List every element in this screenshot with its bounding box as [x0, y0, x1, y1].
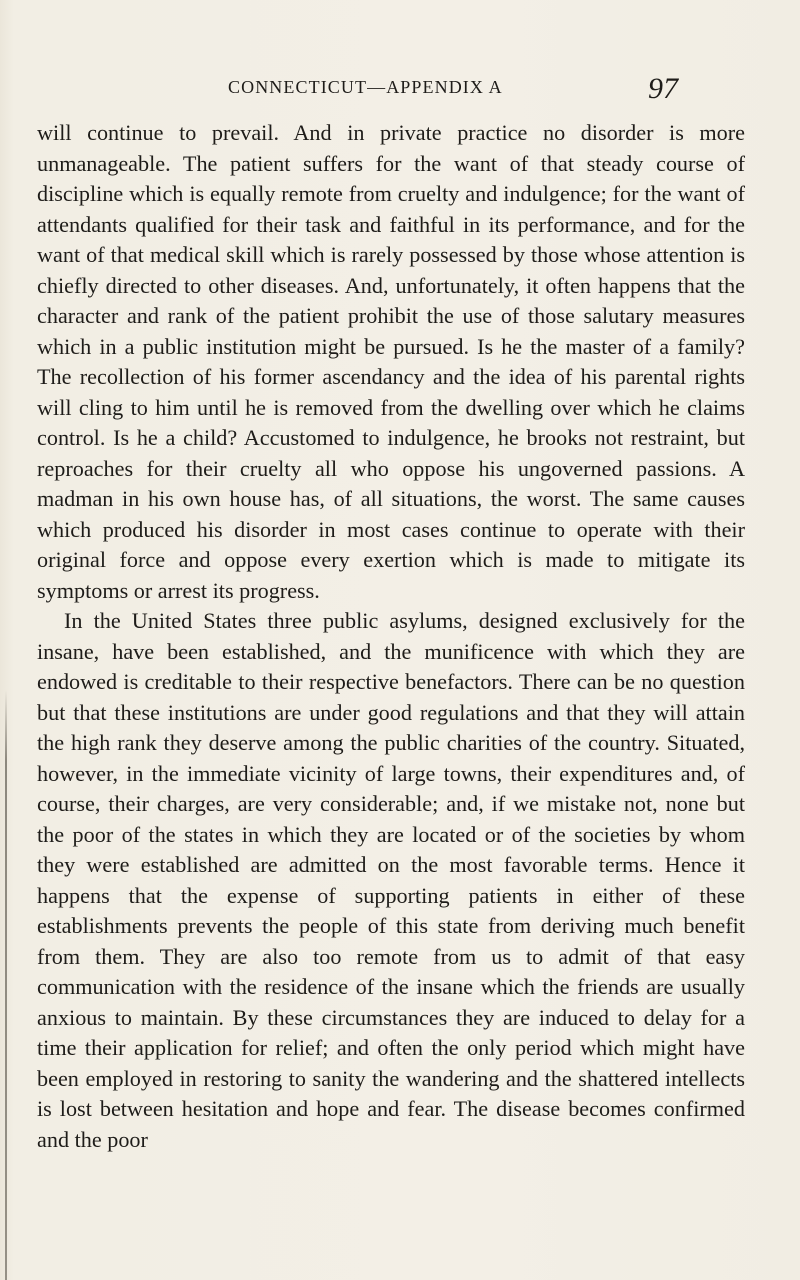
page-number: 97 — [648, 72, 678, 105]
paragraph-2: In the United States three public asylums, designed exclusively for the insane, have been established, and the munificence with which they are endowed is creditable to their respective benefactors. There can be no question but that these institutions are under good regulations and that they will attain the high rank they deserve among the public charities of the country. Situated, however, in the immediate vicinity of large towns, their expenditures and, of course, their charges, are very considerable; and, if we mistake not, none but the poor of the states in which they are located or of the societies by whom they were established are admitted on the most favorable terms. Hence it happens that the expense of supporting patients in either of these establishments prevents the people of this state from deriving much benefit from them. They are also too remote from us to admit of that easy communication with the residence of the insane which the friends are usually anxious to maintain. By these circumstances they are induced to delay for a time their application for relief; and often the only period which might have been employed in restoring to sanity the wandering and the shattered intellects is lost between hesitation and hope and fear. The disease becomes confirmed and the poor — [37, 608, 745, 1152]
binding-gutter-shadow — [5, 690, 7, 1280]
body-text — [37, 118, 745, 1155]
page-header — [0, 72, 800, 112]
running-head: CONNECTICUT—APPENDIX A — [228, 77, 503, 97]
paragraph-1: will continue to prevail. And in private practice no disorder is more unmanageable. The patient suffers for the want of that steady course of discipline which is equally remote from cruelty and indulgence; for the want of attendants qualified for their task and faithful in its performance, and for the want of that medical skill which is rarely possessed by those whose attention is chiefly directed to other diseases. And, unfortunately, it often happens that the character and rank of the patient prohibit the use of those salutary measures which in a public institution might be pursued. Is he the master of a family? The recollection of his former ascendancy and the idea of his parental rights will cling to him until he is removed from the dwelling over which he claims control. Is he a child? Accustomed to indulgence, he brooks not restraint, but reproaches for their cruelty all who oppose his ungoverned passions. A madman in his own house has, of all situations, the worst. The same causes which produced his disorder in most cases continue to operate with their original force and oppose every exertion which is made to mitigate its symptoms or arrest its progress. — [37, 120, 745, 603]
